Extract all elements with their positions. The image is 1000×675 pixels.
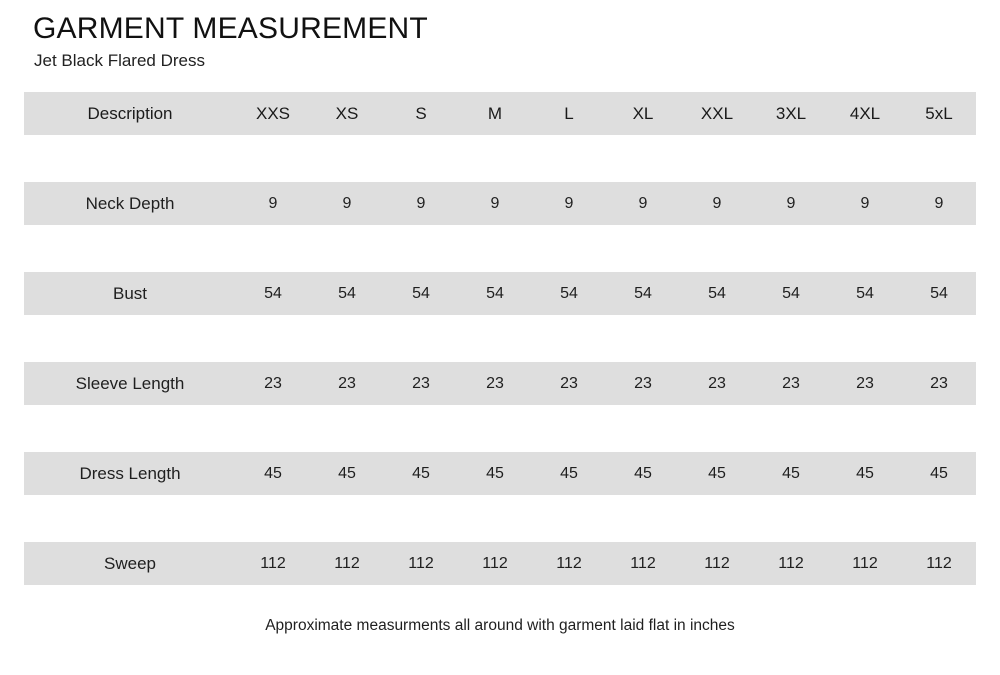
cell-value: 9 bbox=[564, 195, 574, 212]
table-header-row bbox=[24, 92, 976, 135]
cell-value: 54 bbox=[708, 285, 726, 302]
cell-value: 54 bbox=[412, 285, 430, 302]
cell-value: 9 bbox=[712, 195, 722, 212]
cell-value: 54 bbox=[264, 285, 282, 302]
column-header-xxl: XXL bbox=[700, 104, 734, 123]
column-header-4xl: 4XL bbox=[849, 104, 881, 123]
column-header-xxs: XXS bbox=[255, 104, 291, 123]
cell-value: 112 bbox=[334, 555, 360, 572]
cell-value: 9 bbox=[860, 195, 870, 212]
cell-value: 54 bbox=[338, 285, 356, 302]
column-header-xl: XL bbox=[632, 104, 654, 123]
cell-value: 23 bbox=[560, 375, 578, 392]
cell-value: 9 bbox=[416, 195, 426, 212]
table-row bbox=[24, 362, 976, 405]
row-label: Dress Length bbox=[79, 464, 181, 483]
cell-value: 54 bbox=[560, 285, 578, 302]
column-header-xs: XS bbox=[335, 104, 359, 123]
cell-value: 9 bbox=[638, 195, 648, 212]
column-header-s: S bbox=[415, 104, 427, 123]
cell-value: 45 bbox=[856, 465, 874, 482]
column-header-5xl: 5xL bbox=[925, 104, 953, 123]
cell-value: 45 bbox=[930, 465, 948, 482]
row-label: Sweep bbox=[104, 554, 156, 573]
column-header-3xl: 3XL bbox=[775, 104, 807, 123]
column-header-l: L bbox=[564, 104, 574, 123]
cell-value: 23 bbox=[634, 375, 652, 392]
cell-value: 112 bbox=[630, 555, 656, 572]
cell-value: 54 bbox=[930, 285, 948, 302]
footnote-text: Approximate measurments all around with garment laid flat in inches bbox=[265, 617, 735, 634]
cell-value: 45 bbox=[264, 465, 282, 482]
table-row bbox=[24, 182, 976, 225]
cell-value: 112 bbox=[704, 555, 730, 572]
cell-value: 112 bbox=[482, 555, 508, 572]
table-row bbox=[24, 272, 976, 315]
cell-value: 112 bbox=[926, 555, 952, 572]
cell-value: 112 bbox=[408, 555, 434, 572]
cell-value: 23 bbox=[412, 375, 430, 392]
cell-value: 9 bbox=[786, 195, 796, 212]
cell-value: 112 bbox=[852, 555, 878, 572]
cell-value: 112 bbox=[556, 555, 582, 572]
cell-value: 45 bbox=[486, 465, 504, 482]
cell-value: 23 bbox=[486, 375, 504, 392]
cell-value: 9 bbox=[490, 195, 500, 212]
cell-value: 45 bbox=[338, 465, 356, 482]
cell-value: 23 bbox=[930, 375, 948, 392]
cell-value: 54 bbox=[486, 285, 504, 302]
cell-value: 23 bbox=[782, 375, 800, 392]
row-label: Bust bbox=[112, 284, 148, 303]
cell-value: 54 bbox=[634, 285, 652, 302]
cell-value: 23 bbox=[856, 375, 874, 392]
measurement-table bbox=[24, 92, 976, 585]
column-header-m: M bbox=[487, 104, 503, 123]
cell-value: 9 bbox=[934, 195, 944, 212]
cell-value: 45 bbox=[634, 465, 652, 482]
cell-value: 23 bbox=[264, 375, 282, 392]
product-name: Jet Black Flared Dress bbox=[34, 51, 205, 70]
row-label: Neck Depth bbox=[85, 194, 175, 213]
page-title: GARMENT MEASUREMENT bbox=[33, 12, 428, 45]
cell-value: 45 bbox=[412, 465, 430, 482]
cell-value: 9 bbox=[342, 195, 352, 212]
cell-value: 45 bbox=[560, 465, 578, 482]
cell-value: 54 bbox=[856, 285, 874, 302]
column-header-description: Description bbox=[87, 104, 173, 123]
cell-value: 45 bbox=[782, 465, 800, 482]
cell-value: 54 bbox=[782, 285, 800, 302]
cell-value: 23 bbox=[338, 375, 356, 392]
cell-value: 45 bbox=[708, 465, 726, 482]
table-row bbox=[24, 542, 976, 585]
cell-value: 9 bbox=[268, 195, 278, 212]
table-row bbox=[24, 452, 976, 495]
row-label: Sleeve Length bbox=[75, 374, 185, 393]
cell-value: 112 bbox=[778, 555, 804, 572]
cell-value: 23 bbox=[708, 375, 726, 392]
cell-value: 112 bbox=[260, 555, 286, 572]
